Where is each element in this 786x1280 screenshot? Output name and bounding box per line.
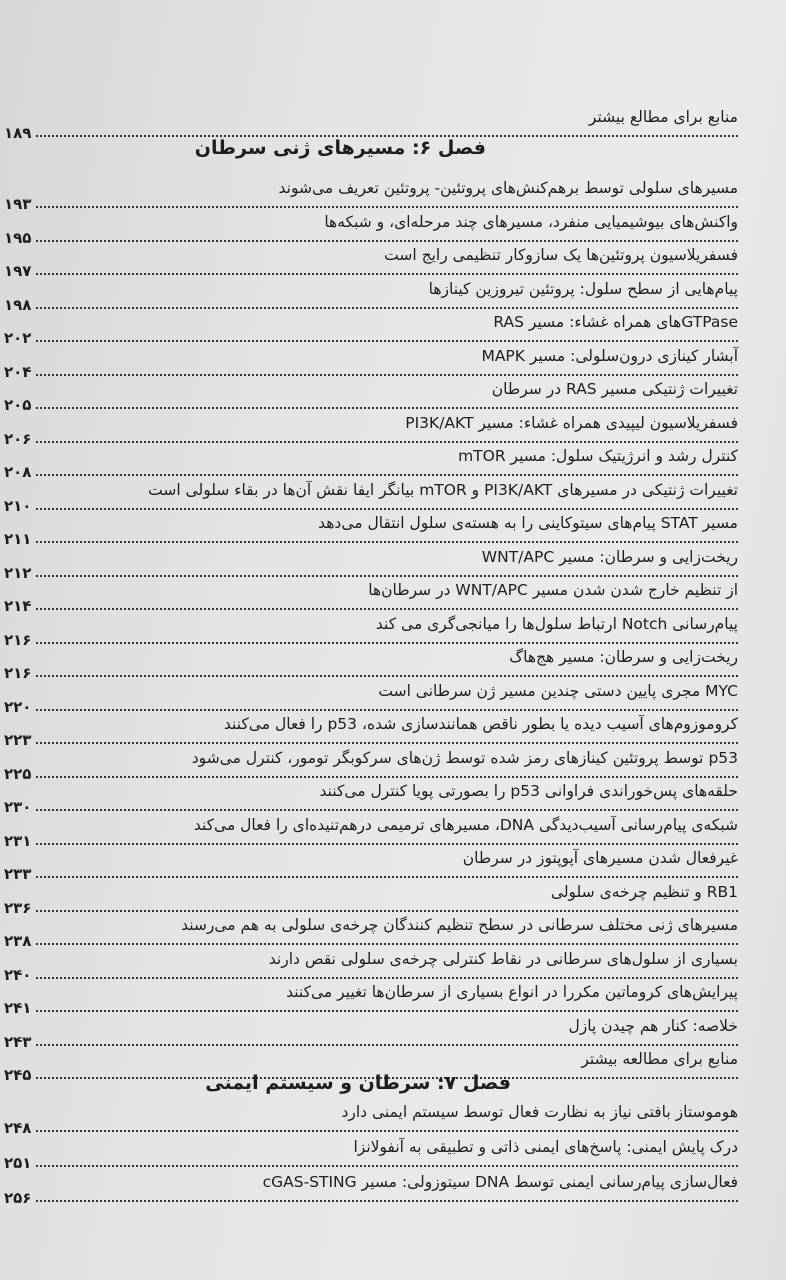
entry-page: ۲۳۳ [4,865,32,883]
entry-page: ۱۸۹ [4,124,32,142]
entry-page: ۲۱۶ [4,630,32,649]
entry-title: کروموزوم‌های آسیب دیده یا بطور ناقص همانندسازی شده، p53 را فعال می‌کنند [223,715,738,733]
dot-leader [36,742,738,744]
entry-page: ۲۲۵ [4,764,32,783]
entry-page: ۲۵۱ [4,1154,32,1172]
entry-page: ۲۳۶ [4,898,32,917]
entry-page: ۲۴۵ [4,1066,32,1084]
entry-title: پیام‌هایی از سطح سلول: پروتئین تیروزین کینازها [428,279,738,298]
entry-title: تغییرات ژنتیکی در مسیرهای PI3K/AKT و mTOR بیانگر ایفا نقش آن‌ها در بقاء سلولی است [148,480,738,499]
entry-page: ۲۳۰ [4,798,32,816]
entry-title: مسیرهای سلولی توسط برهم‌کنش‌های پروتئین- پروتئین تعریف می‌شوند [278,179,738,197]
entry-page: ۲۴۸ [4,1119,32,1137]
entry-page: ۲۳۱ [4,831,32,850]
dot-leader [36,943,738,945]
entry-page: ۲۰۶ [4,429,32,448]
entry-title: RB1 و تنظیم چرخه‌ی سلولی [550,882,738,901]
entry-page: ۲۱۶ [4,664,32,682]
dot-leader [36,776,738,778]
entry-page: ۲۴۰ [4,965,32,984]
dot-leader [36,1165,738,1167]
dot-leader [36,1130,738,1132]
entry-page: ۲۴۱ [4,999,32,1017]
dot-leader [36,575,738,577]
entry-title: منابع برای مطالعه بیشتر [581,1050,738,1068]
dot-leader [36,876,738,878]
entry-page: ۲۱۲ [4,563,32,582]
dot-leader [36,374,738,376]
entry-page: ۲۱۱ [4,530,32,548]
entry-title: تغییرات ژنتیکی مسیر RAS در سرطان [491,380,738,398]
entry-page: ۲۳۸ [4,932,32,950]
entry-title: ریخت‌زایی و سرطان: مسیر WNT/APC [481,547,738,566]
entry-title: شبکه‌ی پیام‌رسانی آسیب‌دیدگی DNA، مسیرهای ترمیمی درهم‌تنیده‌ای را فعال می‌کند [193,815,738,834]
dot-leader [36,541,738,543]
entry-title: MYC مجری پایین دستی چندین مسیر ژن سرطانی است [378,681,738,700]
entry-title: بسیاری از سلول‌های سرطانی در نقاط کنترلی چرخه‌ی سلولی نقص دارند [268,949,738,968]
dot-leader [36,1200,738,1202]
entry-title: GTPaseهای همراه غشاء: مسیر RAS [493,313,738,331]
dot-leader [36,608,738,610]
dot-leader [36,407,738,409]
entry-title: واکنش‌های بیوشیمیایی منفرد، مسیرهای چند مرحله‌ای، و شبکه‌ها [324,212,738,231]
entry-title: هوموستاز بافتی نیاز به نظارت فعال توسط سیستم ایمنی دارد [341,1103,738,1121]
dot-leader [36,843,738,845]
entry-page: ۱۹۵ [4,228,32,247]
entry-title: فسفریلاسیون لیپیدی همراه غشاء: مسیر PI3K/AKT [405,413,738,432]
entry-title: پیام‌رسانی Notch ارتباط سلول‌ها را میانجی‌گری می کند [375,614,738,633]
entry-title: مسیرهای ژنی مختلف سرطانی در سطح تنظیم کنندگان چرخه‌ی سلولی به هم می‌رسند [181,916,738,934]
entry-title: خلاصه: کنار هم چیدن پازل [568,1016,738,1035]
entry-title: غیرفعال شدن مسیرهای آپوپتوز در سرطان [462,849,738,867]
dot-leader [36,709,738,711]
dot-leader [36,675,738,677]
dot-leader [36,910,738,912]
chapter-7-heading: فصل ۷: سرطان و سیستم ایمنی [205,1072,511,1094]
entry-title: منابع برای مطالع بیشتر [588,108,738,126]
dot-leader [36,508,738,510]
entry-title: مسیر STAT پیام‌های سیتوکاینی را به هسته‌ی سلول انتقال می‌دهد [318,514,738,532]
entry-page: ۲۰۵ [4,396,32,414]
dot-leader [36,240,738,242]
entry-page: ۱۹۷ [4,262,32,280]
dot-leader [36,474,738,476]
entry-title: پیرایش‌های کروماتین مکررا در انواع بسیاری از سرطان‌ها تغییر می‌کنند [286,983,738,1001]
chapter-6-heading: فصل ۶: مسیرهای ژنی سرطان [194,137,486,159]
entry-page: ۲۰۲ [4,329,32,347]
dot-leader [36,340,738,342]
entry-page: ۱۹۳ [4,195,32,213]
entry-title: آبشار کینازی درون‌سلولی: مسیر MAPK [481,346,738,365]
dot-leader [36,1044,738,1046]
dot-leader [36,441,738,443]
dot-leader [36,206,738,208]
entry-title: حلقه‌های پس‌خوراندی فراوانی p53 را بصورتی پویا کنترل می‌کنند [319,782,738,800]
entry-title: فسفریلاسیون پروتئین‌ها یک سازوکار تنظیمی رایج است [384,246,738,264]
entry-title: p53 توسط پروتئین کینازهای رمز شده توسط ژن‌های سرکوبگر تومور، کنترل می‌شود [191,748,738,767]
entry-page: ۲۴۳ [4,1032,32,1051]
entry-page: ۱۹۸ [4,295,32,314]
dot-leader [36,642,738,644]
entry-title: ریخت‌زایی و سرطان: مسیر هج‌هاگ [509,648,738,666]
entry-page: ۲۰۴ [4,362,32,381]
dot-leader [36,1010,738,1012]
entry-page: ۲۱۴ [4,597,32,615]
entry-title: فعال‌سازی پیام‌رسانی ایمنی توسط DNA سیتوزولی: مسیر cGAS-STING [262,1173,738,1191]
dot-leader [36,307,738,309]
entry-page: ۲۱۰ [4,496,32,515]
entry-title: از تنظیم خارج شدن شدن مسیر WNT/APC در سرطان‌ها [368,581,738,599]
entry-title: درک پایش ایمنی: پاسخ‌های ایمنی ذاتی و تطبیقی به آنفولانزا [353,1138,738,1156]
entry-title: کنترل رشد و انرژیتیک سلول: مسیر mTOR [458,447,738,465]
entry-page: ۲۰۸ [4,463,32,481]
dot-leader [36,809,738,811]
dot-leader [36,273,738,275]
entry-page: ۲۵۶ [4,1189,32,1207]
entry-page: ۲۲۰ [4,697,32,716]
entry-page: ۲۲۳ [4,731,32,749]
dot-leader [36,977,738,979]
